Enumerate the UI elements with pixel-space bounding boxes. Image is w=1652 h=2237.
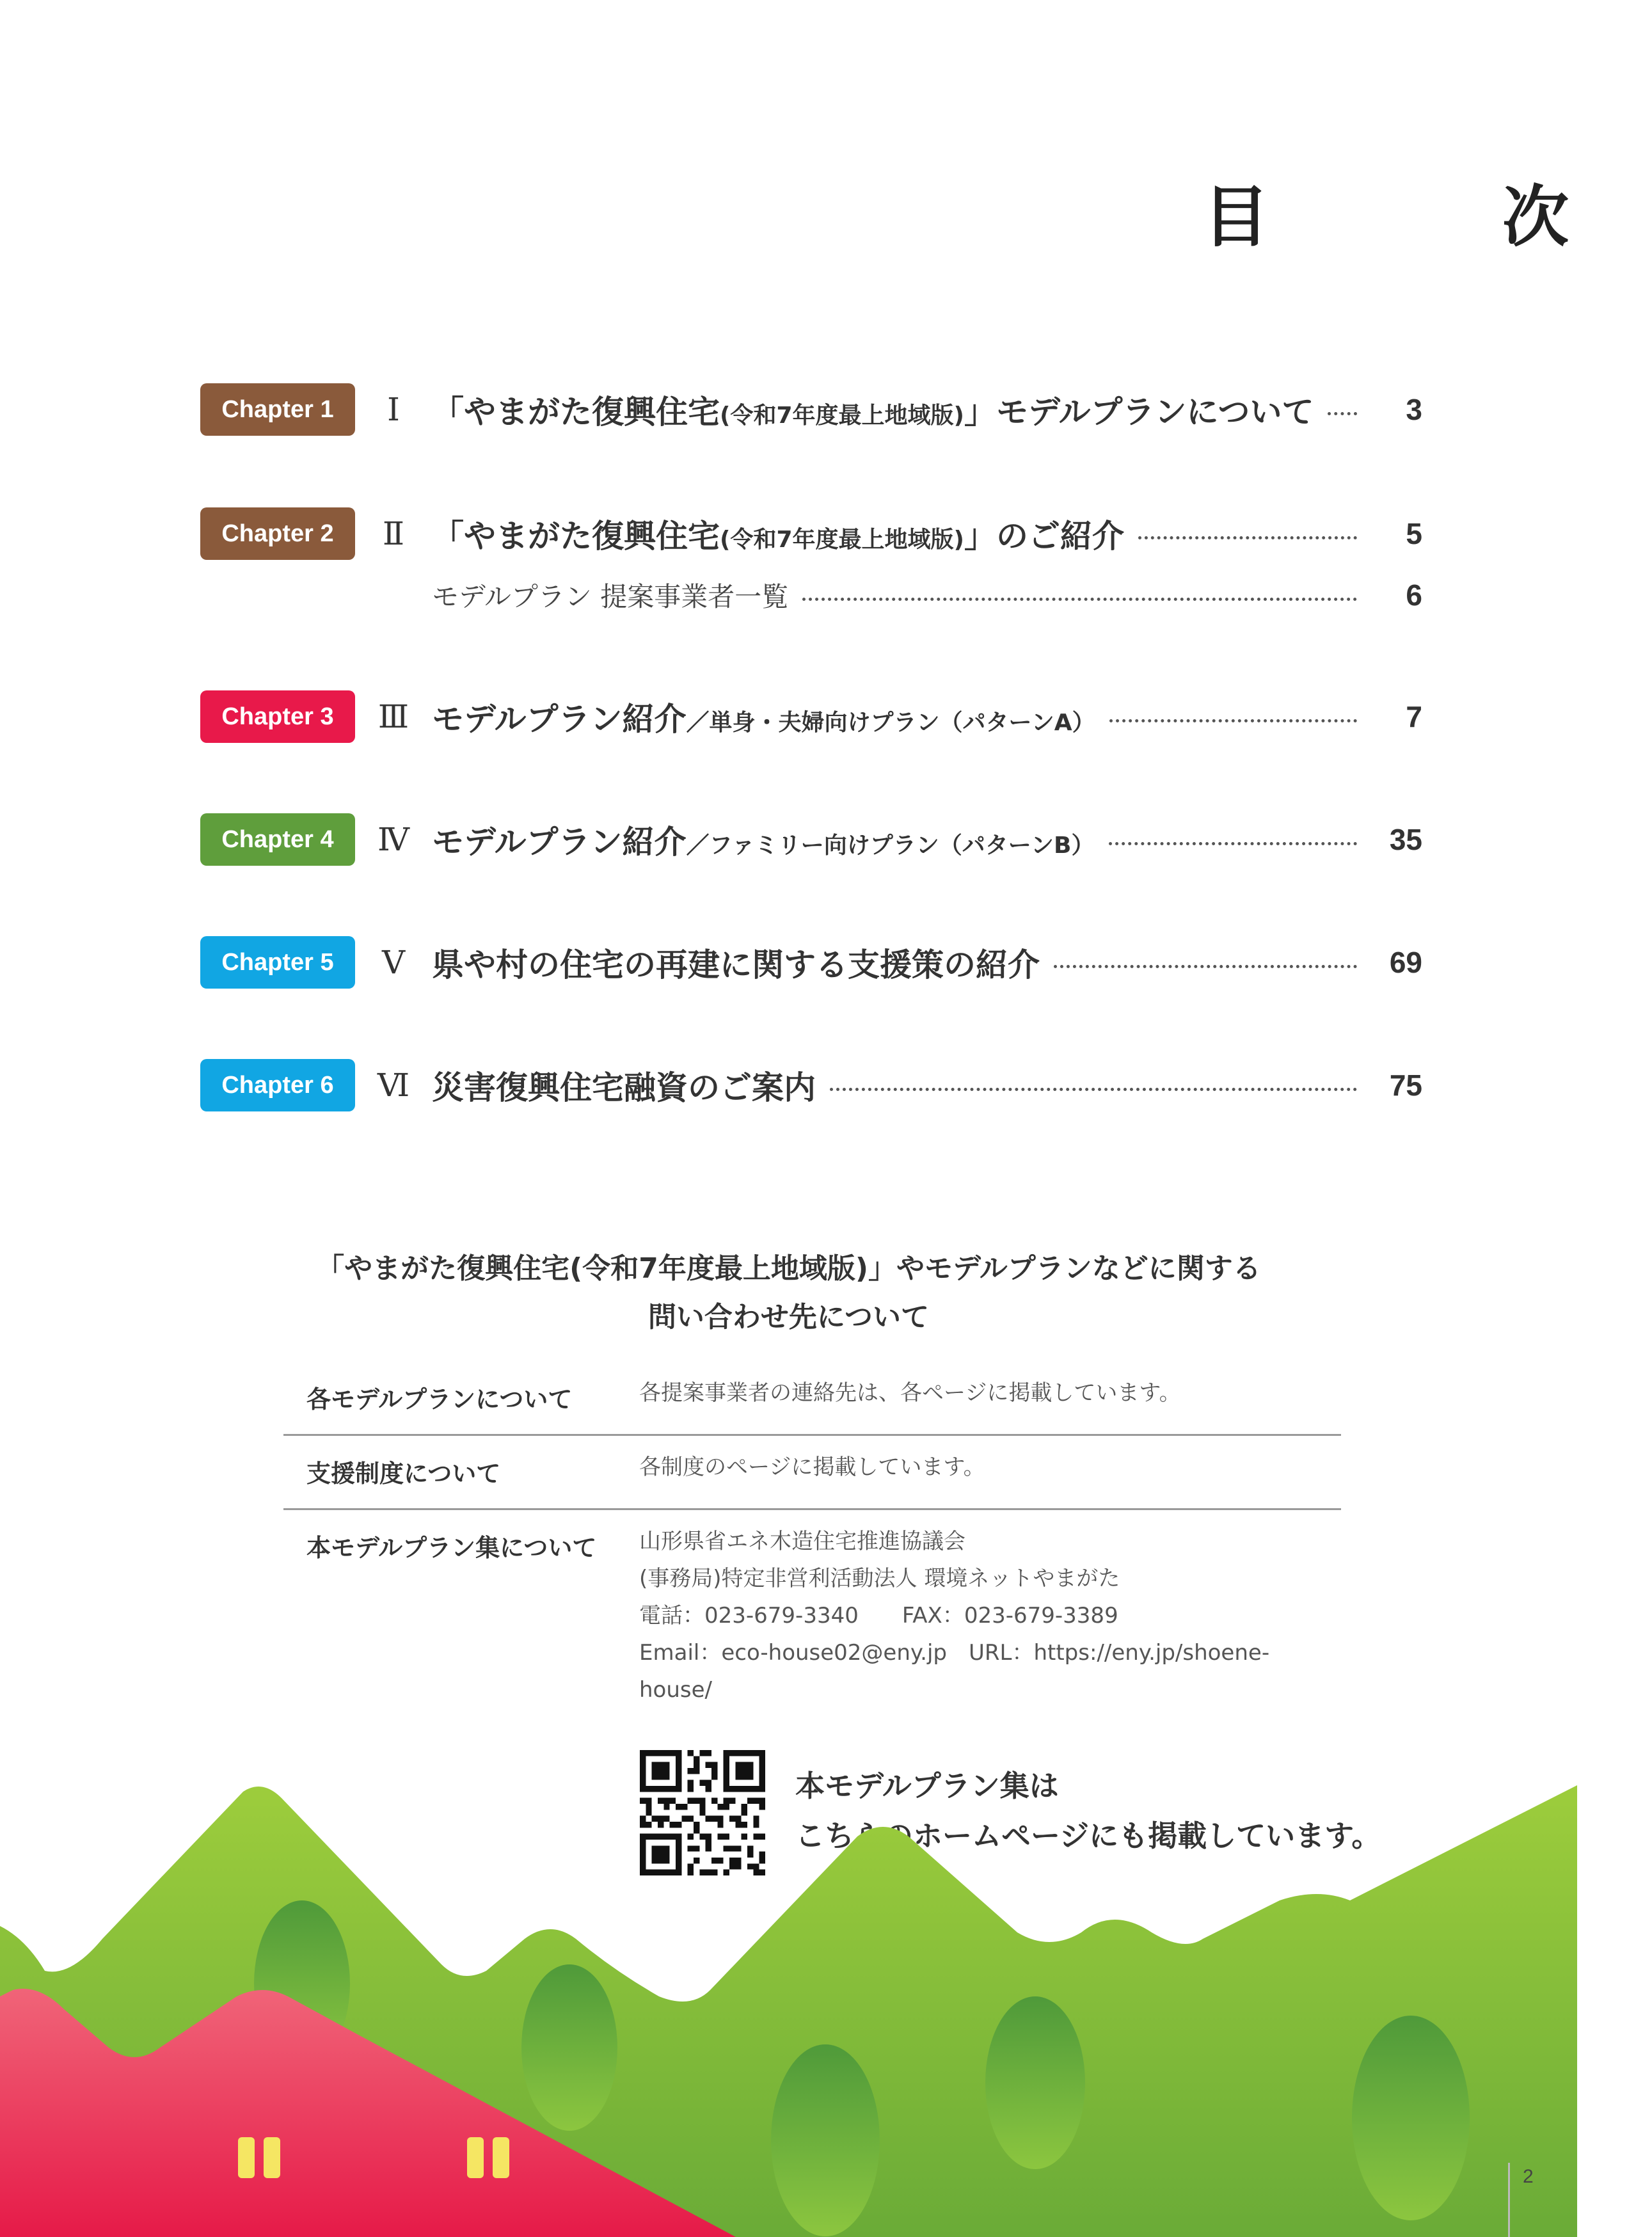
dot-leader: [1328, 412, 1357, 415]
contact-title-line2: 問い合わせ先について: [647, 1301, 930, 1333]
window: [493, 2137, 509, 2178]
contact-line: 各提案事業者の連絡先は、各ページに掲載しています。: [639, 1380, 1181, 1406]
chapter-heading-small: ／単身・夫婦向けプラン（パターンA）: [686, 710, 1095, 736]
page-number: 35: [1389, 823, 1422, 856]
chapter-heading: [432, 694, 1095, 740]
chapter-numeral: Ⅳ: [377, 821, 409, 858]
chapter-heading: [432, 511, 1124, 557]
chapter-heading-small: (令和7年度最上地域版): [720, 402, 964, 429]
chapter-heading-tail: 」モデルプランについて: [964, 394, 1314, 431]
contact-label: 本モデルプラン集について: [306, 1534, 597, 1562]
tree: [985, 1996, 1085, 2169]
chapter-badge: Chapter 5: [200, 936, 355, 989]
contact-phone-line: 電話：023-679-3340 FAX：023-679-3389: [639, 1603, 1118, 1628]
toc-row-chapter-3[interactable]: [200, 690, 1422, 744]
tree: [521, 1964, 617, 2131]
contact-label: 支援制度について: [306, 1460, 501, 1488]
page-title: 目 次: [1203, 178, 1652, 256]
contact-row: [283, 1436, 1341, 1510]
chapter-heading-main: モデルプラン紹介: [432, 701, 687, 738]
chapter-heading: 県や村の住宅の再建に関する支援策の紹介: [432, 946, 1040, 983]
tree: [1352, 2016, 1470, 2220]
chapter-heading: [432, 816, 1095, 863]
chapter-heading-main: 「やまがた復興住宅: [432, 394, 720, 431]
page-number: 5: [1406, 517, 1422, 550]
contact-table: [283, 1362, 1341, 1728]
chapter-heading: [432, 386, 1314, 433]
page-number: 69: [1389, 946, 1422, 979]
dot-leader: [802, 598, 1357, 601]
dot-leader: [1109, 842, 1358, 845]
chapter-numeral: Ⅰ: [387, 391, 400, 428]
chapter-numeral: Ⅵ: [377, 1067, 410, 1104]
chapter-heading-main: 「やまがた復興住宅: [432, 518, 720, 555]
chapter-heading-main: モデルプラン紹介: [432, 824, 687, 861]
dot-leader: [1054, 965, 1357, 968]
page-number: 7: [1406, 700, 1422, 733]
page-number-divider: [1508, 2163, 1510, 2237]
chapter-badge: Chapter 6: [200, 1059, 355, 1111]
chapter-badge: Chapter 3: [200, 690, 355, 743]
chapter-badge: Chapter 4: [200, 813, 355, 866]
contact-label: 各モデルプランについて: [306, 1385, 573, 1413]
page-number: 3: [1406, 393, 1422, 426]
contact-row: [283, 1510, 1341, 1728]
chapter-badge: Chapter 1: [200, 383, 355, 436]
contact-title: [0, 1245, 1577, 1342]
contact-line: 山形県省エネ木造住宅推進協議会: [639, 1529, 965, 1554]
contact-value: [639, 1374, 1181, 1415]
window: [264, 2137, 280, 2178]
contact-line: (事務局)特定非営利活動法人 環境ネットやまがた: [639, 1566, 1120, 1591]
subitem-text: モデルプラン 提案事業者一覧: [432, 581, 789, 612]
window: [238, 2137, 255, 2178]
page-number: 75: [1389, 1069, 1422, 1102]
contact-line: 各制度のページに掲載しています。: [639, 1454, 985, 1480]
mountain-scenery-illustration: [0, 1779, 1577, 2237]
chapter-heading: 災害復興住宅融資のご案内: [432, 1069, 816, 1106]
window: [467, 2137, 484, 2178]
dot-leader: [1109, 719, 1357, 722]
dot-leader: [830, 1088, 1357, 1091]
chapter-numeral: Ⅱ: [383, 515, 404, 552]
toc-subitem[interactable]: [432, 576, 1422, 614]
toc-row-chapter-1[interactable]: [200, 383, 1422, 436]
page-number: 6: [1406, 578, 1422, 612]
chapter-badge: Chapter 2: [200, 507, 355, 560]
toc-row-chapter-5[interactable]: [200, 935, 1422, 989]
qr-caption-line2: こちらのホームページにも掲載しています。: [795, 1819, 1381, 1853]
chapter-numeral: Ⅴ: [381, 944, 406, 981]
dot-leader: [1138, 536, 1357, 539]
chapter-numeral: Ⅲ: [377, 698, 409, 735]
contact-title-line1: 「やまがた復興住宅(令和7年度最上地域版)」やモデルプランなどに関する: [316, 1252, 1261, 1285]
toc-row-chapter-4[interactable]: [200, 813, 1422, 866]
footer-page-number: 2: [1523, 2166, 1534, 2187]
qr-caption-line1: 本モデルプラン集は: [795, 1769, 1059, 1803]
toc-row-chapter-6[interactable]: [200, 1058, 1422, 1112]
tree: [771, 2044, 880, 2236]
chapter-heading-tail: 」のご紹介: [964, 518, 1124, 555]
contact-email-url-line[interactable]: Email：eco-house02@eny.jp URL：https://eny.jp/shoene-house/: [639, 1640, 1270, 1703]
contact-value: [639, 1449, 985, 1489]
toc-row-chapter-2[interactable]: [200, 507, 1422, 561]
chapter-heading-small: ／ファミリー向けプラン（パターンB）: [686, 832, 1095, 859]
chapter-heading-small: (令和7年度最上地域版): [720, 527, 964, 553]
contact-row: [283, 1362, 1341, 1436]
contact-value: [639, 1523, 1341, 1708]
